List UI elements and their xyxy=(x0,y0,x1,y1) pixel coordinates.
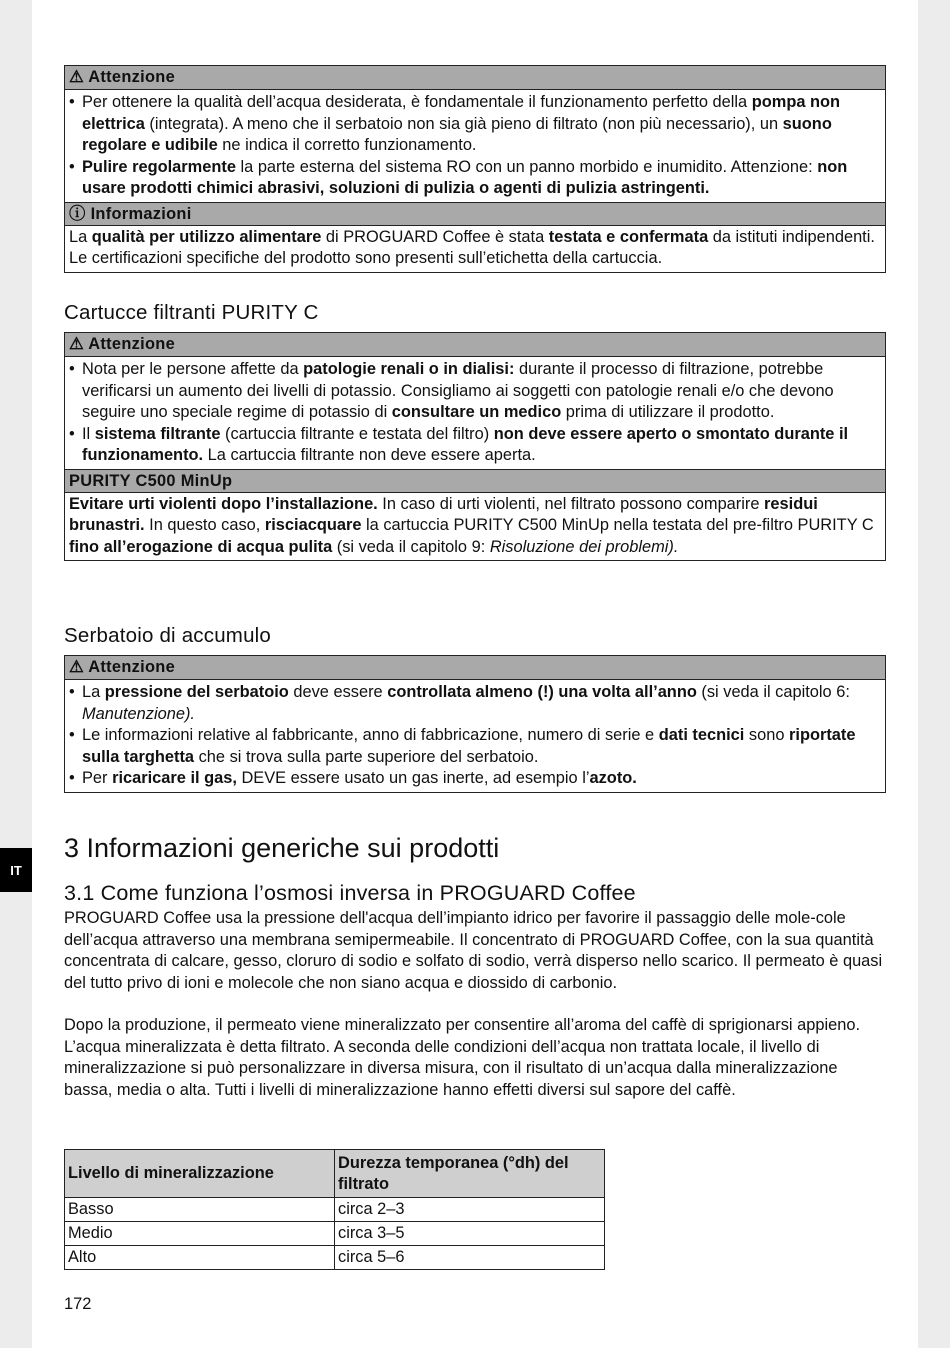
text-run: fino all’erogazione di acqua pulita xyxy=(69,537,333,556)
text-run: consultare un medico xyxy=(391,403,562,421)
text-run: In caso di urti violenti, nel filtrato possono comparire xyxy=(377,494,765,513)
text-run: patologie renali o in dialisi: xyxy=(303,360,515,378)
text-run: da istituti indipendenti. Le certificazioni specifiche del prodotto sono presenti sull’etichetta della cartuccia. xyxy=(69,227,875,267)
table-row xyxy=(65,1246,605,1270)
text-run: sistema filtrante xyxy=(94,424,221,443)
text-run: Il xyxy=(82,424,95,443)
text-run: (cartuccia filtrante e testata del filtro) xyxy=(220,424,494,443)
text-run: Per ottenere la qualità dell’acqua desiderata, è fondamentale il funzionamento perfetto della xyxy=(82,93,752,111)
text-run: controllata almeno (!) una volta all’anno xyxy=(387,683,697,701)
text-run: (integrata). A meno che il serbatoio non sia già pieno di filtrato (non più necessario), un xyxy=(144,114,783,133)
table-header: Livello di mineralizzazione xyxy=(65,1150,335,1198)
table-row xyxy=(65,1198,605,1222)
heading-purity: Cartucce filtranti PURITY C xyxy=(64,301,319,324)
table-cell: circa 2–3 xyxy=(335,1198,605,1222)
tank-box xyxy=(64,655,886,793)
text-run: La xyxy=(69,227,92,246)
text-run: non usare prodotti chimici abrasivi, soluzioni di pulizia o agenti di pulizia astringenti. xyxy=(82,157,848,197)
warning-title: Attenzione xyxy=(88,68,176,86)
text-run: Per xyxy=(82,769,113,787)
text-run: La cartuccia filtrante non deve essere aperta. xyxy=(203,446,536,464)
subsection-title: 3.1 Come funziona l’osmosi inversa in PROGUARD Coffee xyxy=(64,881,636,905)
text-run: la parte esterna del sistema RO con un panno morbido e inumidito. Attenzione: xyxy=(235,157,818,176)
table-row xyxy=(65,1222,605,1246)
text-run: di PROGUARD Coffee è stata xyxy=(321,227,549,246)
warning-title: Attenzione xyxy=(88,658,176,676)
text-run: non deve essere aperto o smontato durante il funzionamento. xyxy=(82,424,849,464)
warning-list xyxy=(65,680,885,792)
section-title: 3 Informazioni generiche sui prodotti xyxy=(64,833,500,863)
table-cell: circa 3–5 xyxy=(335,1222,605,1246)
text-run: ne indica il corretto funzionamento. xyxy=(217,136,477,154)
text-run: Evitare urti violenti dopo l’installazione. xyxy=(69,494,378,513)
info-header xyxy=(65,202,885,226)
list-item xyxy=(69,424,881,467)
text-run: riportate sulla targhetta xyxy=(82,726,856,766)
text-run: testata e confermata xyxy=(548,227,709,246)
mineralization-table xyxy=(64,1149,605,1270)
list-item xyxy=(69,92,881,157)
text-run: Manutenzione). xyxy=(82,704,195,723)
text-run: residui brunastri. xyxy=(69,494,818,534)
list-item xyxy=(69,359,881,424)
warning-title: Attenzione xyxy=(88,335,176,353)
list-item xyxy=(69,157,881,200)
page-number: 172 xyxy=(64,1295,92,1313)
text-run: qualità per utilizzo alimentare xyxy=(91,227,322,246)
warning-icon: ⚠ xyxy=(69,68,84,86)
text-run: deve essere xyxy=(288,683,388,701)
purity-c500-text xyxy=(65,493,885,561)
text-run: che si trova sulla parte superiore del serbatoio. xyxy=(194,747,539,766)
text-run: (si veda il capitolo 9: xyxy=(332,537,490,556)
text-run: (si veda il capitolo 6: xyxy=(696,683,850,701)
text-run: Le informazioni relative al fabbricante, anno di fabbricazione, numero di serie e xyxy=(82,726,659,744)
purity-c500-header: PURITY C500 MinUp xyxy=(65,469,885,493)
info-icon: ⓘ xyxy=(69,204,86,223)
text-run: DEVE essere usato un gas inerte, ad esempio l’ xyxy=(236,769,590,787)
table-cell: Medio xyxy=(65,1222,335,1246)
text-run: sono xyxy=(744,726,790,744)
info-title: Informazioni xyxy=(90,204,192,223)
warning-list xyxy=(65,90,885,202)
table-cell: circa 5–6 xyxy=(335,1246,605,1270)
text-run: ricaricare il gas, xyxy=(112,769,237,787)
language-tab: IT xyxy=(0,848,32,892)
text-run: prima di utilizzare il prodotto. xyxy=(561,403,775,421)
text-run: Nota per le persone affette da xyxy=(82,360,304,378)
paragraph: PROGUARD Coffee usa la pressione dell'acqua dell’impianto idrico per favorire il passaggio delle mole-cole dell’acqua attraverso una membrana semipermeabile. Il concentrato di PROGUARD Coffee, con la sua quantità concentrata di calcare, gesso, cloruro di sodio e solfato di sodio, verrà disperso nello scarico. Il permeato è quasi del tutto privo di ioni e molecole che non siano acqua e diossido di carbonio. xyxy=(64,909,883,992)
info-text xyxy=(65,226,885,272)
text-run: In questo caso, xyxy=(144,516,265,534)
warning-icon: ⚠ xyxy=(69,335,84,353)
text-run: pompa non elettrica xyxy=(82,93,841,133)
text-run: Pulire regolarmente xyxy=(82,157,236,176)
heading-tank: Serbatoio di accumulo xyxy=(64,624,272,647)
table-header: Durezza temporanea (°dh) del filtrato xyxy=(335,1150,605,1198)
warning-info-box xyxy=(64,65,886,273)
paragraph: Dopo la produzione, il permeato viene mineralizzato per consentire all’aroma del caffè di sprigionarsi appieno. L’acqua mineralizzata è detta filtrato. A seconda delle condizioni dell’acqua non trattata locale, il livello di mineralizzazione si può personalizzare in diversa misura, con il risultato di un’acqua dalla mineralizzazione bassa, media o alta. Tutti i livelli di mineralizzazione hanno effetti diversi sul sapore del caffè. xyxy=(64,1016,861,1099)
list-item xyxy=(69,725,881,768)
text-run: risciacquare xyxy=(264,516,362,534)
text-run: Risoluzione dei problemi). xyxy=(489,537,679,556)
warning-header xyxy=(65,656,885,680)
table-cell: Basso xyxy=(65,1198,335,1222)
warning-icon: ⚠ xyxy=(69,658,84,676)
list-item xyxy=(69,682,881,725)
warning-list xyxy=(65,357,885,469)
table-cell: Alto xyxy=(65,1246,335,1270)
purity-box xyxy=(64,332,886,561)
list-item xyxy=(69,768,881,790)
text-run: suono regolare e udibile xyxy=(82,114,832,154)
text-run: la cartuccia PURITY C500 MinUp nella testata del pre-filtro PURITY C xyxy=(361,516,874,534)
warning-header xyxy=(65,333,885,357)
text-run: La xyxy=(82,683,105,701)
text-run: pressione del serbatoio xyxy=(104,683,289,701)
text-run: dati tecnici xyxy=(658,726,745,744)
text-run: azoto. xyxy=(589,769,637,787)
warning-header xyxy=(65,66,885,90)
text-run: durante il processo di filtrazione, potrebbe verificarsi un aumento dei livelli di potassio. Consigliamo ai soggetti con patologie renali e/o che devono seguire uno speciale regime di potassio di xyxy=(82,360,834,421)
